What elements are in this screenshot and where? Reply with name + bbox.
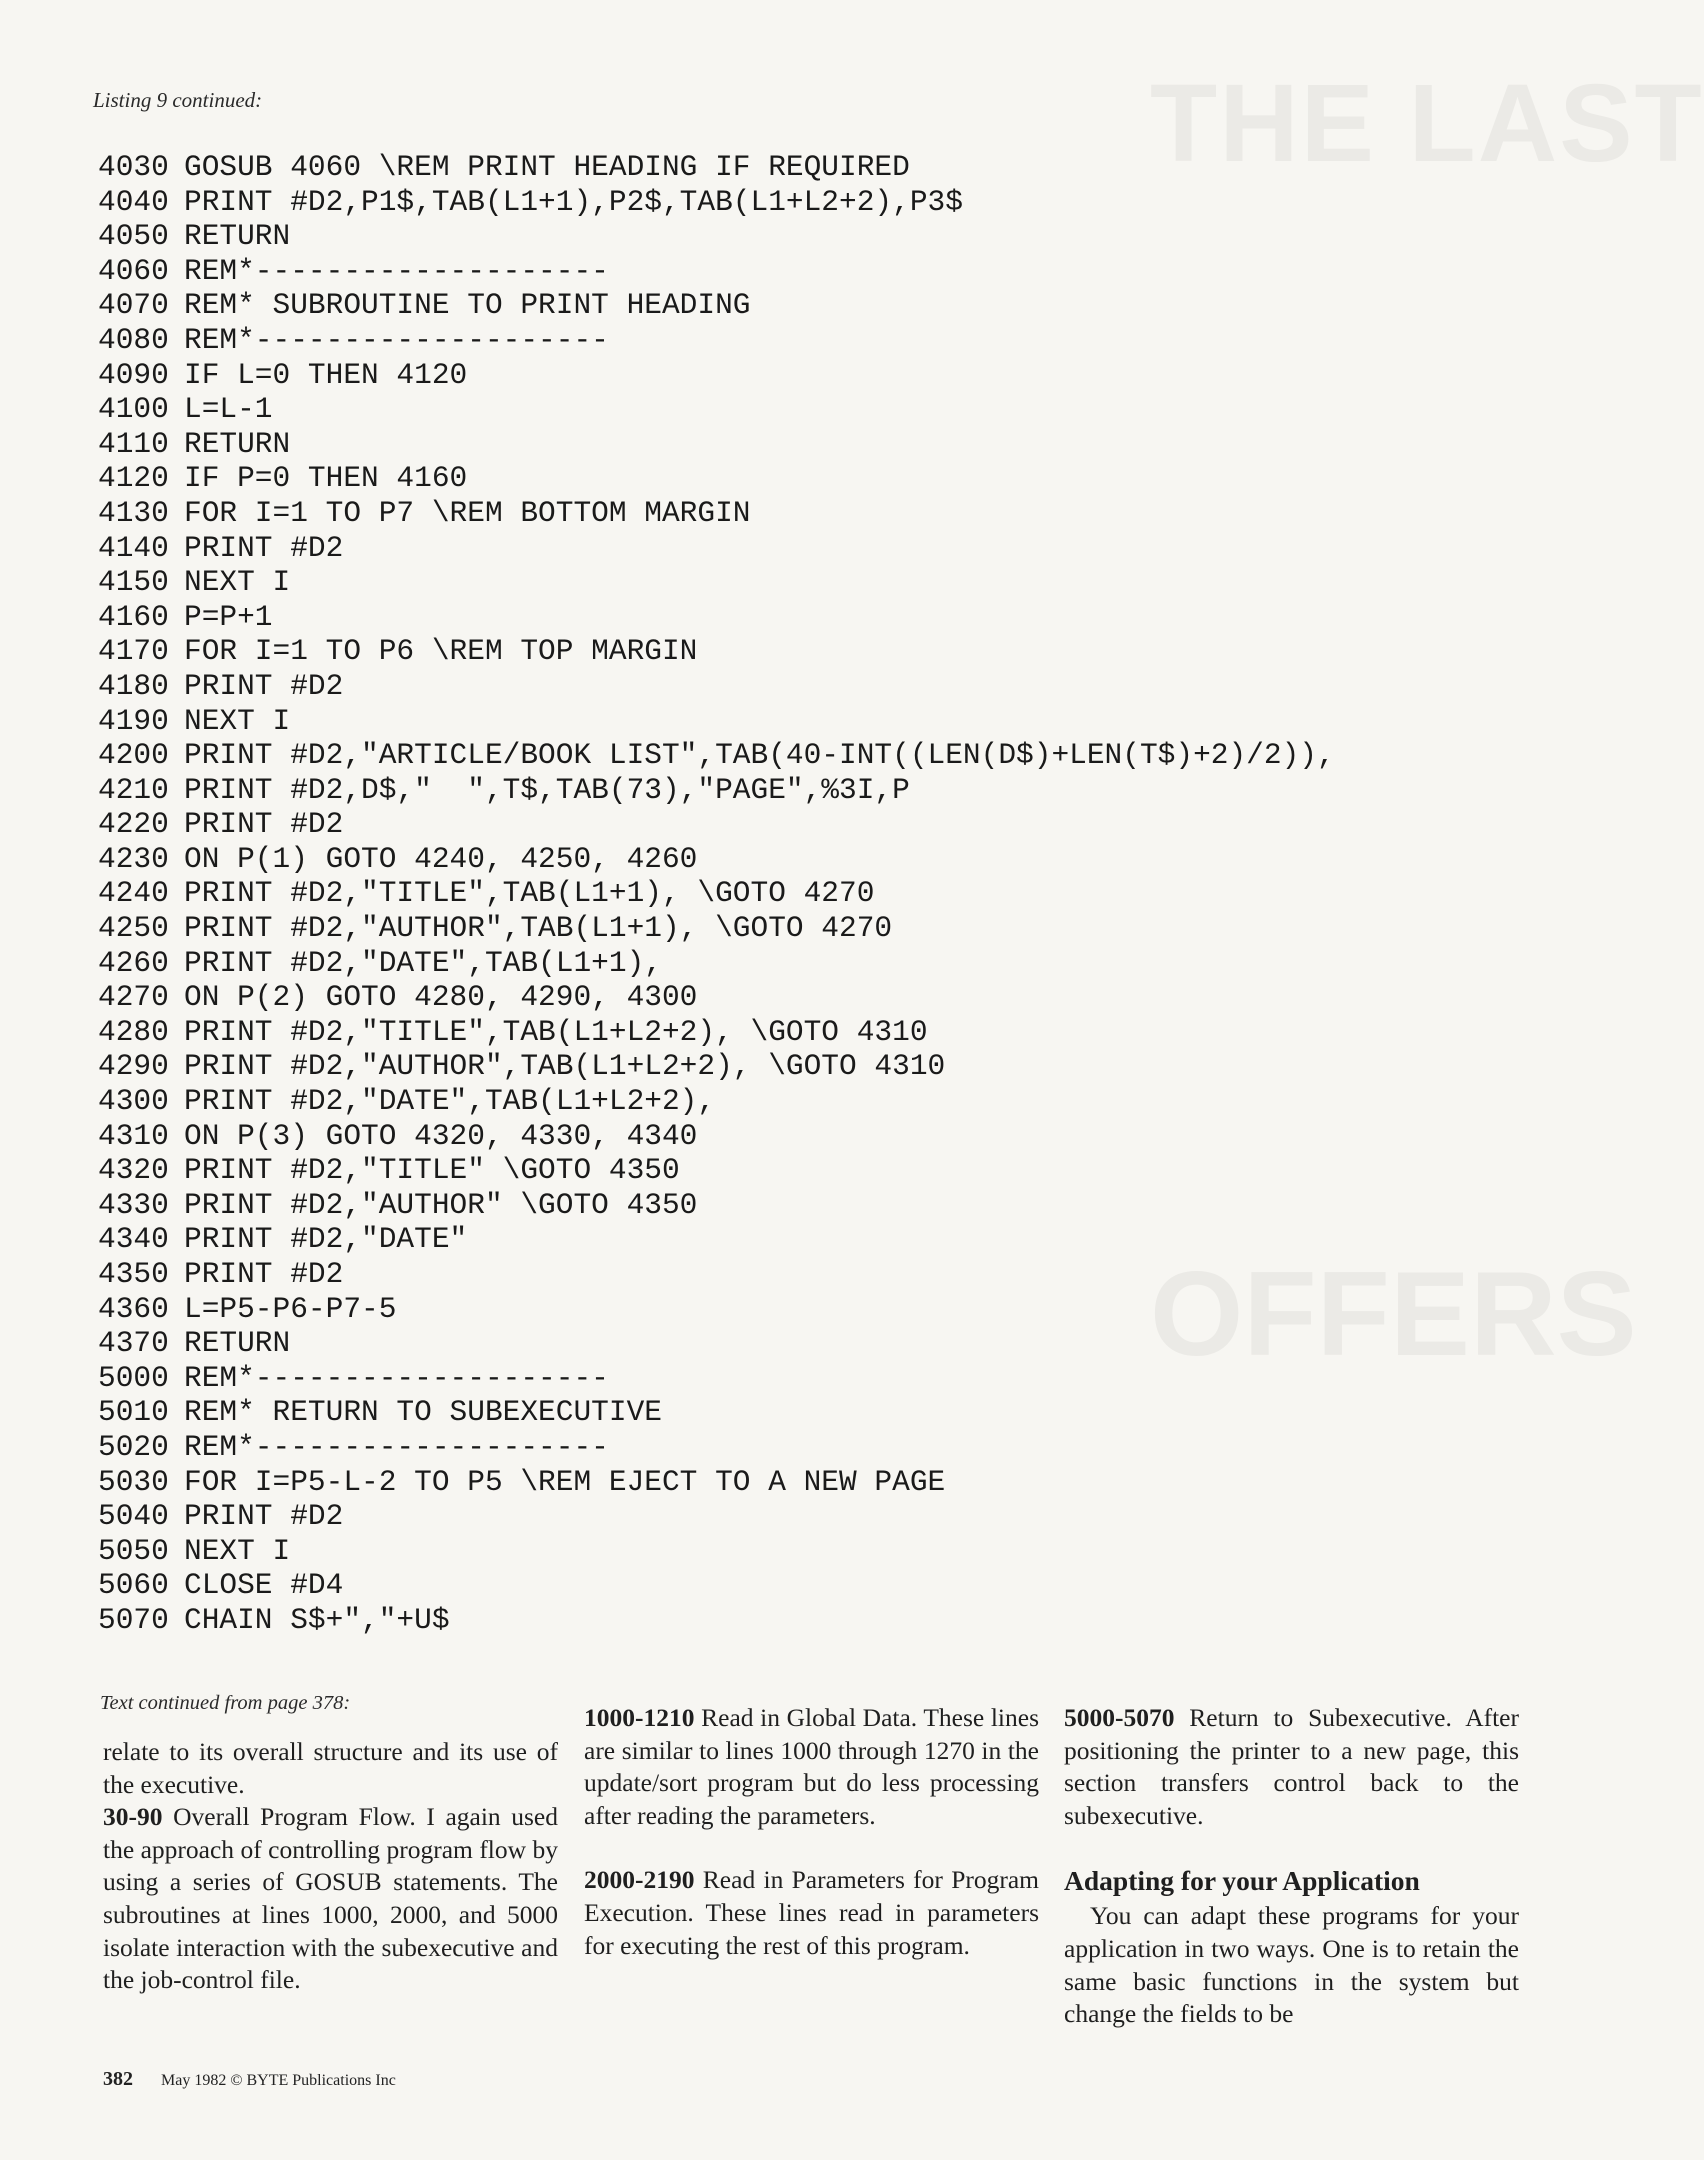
- code-line: [98, 1603, 1458, 1638]
- code-line: [98, 461, 1458, 496]
- line-number: 4160: [98, 599, 169, 634]
- publication-credit: May 1982 © BYTE Publications Inc: [161, 2072, 396, 2089]
- code-line: [98, 634, 1458, 669]
- code-line: [98, 185, 1458, 220]
- code-line: [98, 565, 1458, 600]
- paragraph: relate to its overall structure and its use of the executive.: [103, 1737, 558, 1799]
- line-number: 4130: [98, 495, 169, 530]
- code-line: [98, 980, 1458, 1015]
- code-line: [98, 1465, 1458, 1500]
- code-line: [98, 1015, 1458, 1050]
- code-statement: RETURN: [184, 1326, 291, 1361]
- code-line: [98, 427, 1458, 462]
- code-statement: PRINT #D2,"TITLE",TAB(L1+1), \GOTO 4270: [184, 876, 875, 911]
- code-line: [98, 392, 1458, 427]
- line-number: 4210: [98, 772, 169, 807]
- line-number: 4030: [98, 150, 169, 184]
- line-number: 4070: [98, 288, 169, 323]
- code-statement: REM*--------------------: [184, 253, 609, 288]
- line-number: 5060: [98, 1568, 169, 1603]
- line-number: 4150: [98, 565, 169, 600]
- code-statement: REM*--------------------: [184, 322, 609, 357]
- code-line: [98, 219, 1458, 254]
- line-number: 4350: [98, 1257, 169, 1291]
- code-statement: IF P=0 THEN 4160: [184, 461, 468, 496]
- line-number: 4190: [98, 703, 169, 738]
- code-statement: RETURN: [184, 426, 291, 461]
- code-line: [98, 1292, 1458, 1327]
- line-number: 4260: [98, 945, 169, 980]
- page-footer: [103, 2068, 396, 2091]
- code-statement: REM* RETURN TO SUBEXECUTIVE: [184, 1395, 662, 1430]
- line-number: 5040: [98, 1499, 169, 1534]
- line-number: 4290: [98, 1049, 169, 1084]
- line-number: 4330: [98, 1187, 169, 1222]
- line-number: 5070: [98, 1602, 169, 1637]
- code-line: [98, 531, 1458, 566]
- code-line: [98, 1188, 1458, 1223]
- line-number: 4060: [98, 253, 169, 288]
- code-statement: PRINT #D2,"AUTHOR" \GOTO 4350: [184, 1187, 698, 1222]
- paragraph: [103, 1801, 558, 1997]
- code-line: [98, 1153, 1458, 1188]
- code-line: [98, 254, 1458, 289]
- code-statement: NEXT I: [184, 703, 291, 738]
- bleed-through-text-middle: OFFERS: [1150, 1247, 1637, 1381]
- listing-caption: Listing 9 continued:: [93, 88, 263, 112]
- paragraph-text: Overall Program Flow. I again used the approach of controlling program flow by using a series of GOSUB statements. The subroutines at lines 1000, 2000, and 5000 isolate interaction with the subexecutive and the job-control file.: [103, 1802, 559, 1995]
- code-line: [98, 600, 1458, 635]
- line-number: 4230: [98, 841, 169, 876]
- code-statement: NEXT I: [184, 1533, 291, 1568]
- code-listing: [98, 150, 1458, 1638]
- code-statement: RETURN: [184, 219, 291, 254]
- code-line: [98, 496, 1458, 531]
- code-statement: PRINT #D2: [184, 807, 344, 842]
- code-line: [98, 1395, 1458, 1430]
- code-statement: NEXT I: [184, 565, 291, 600]
- code-statement: PRINT #D2,P1$,TAB(L1+1),P2$,TAB(L1+L2+2),P3$: [184, 184, 963, 219]
- code-line: [98, 1326, 1458, 1361]
- code-statement: L=P5-P6-P7-5: [184, 1291, 397, 1326]
- line-number: 5010: [98, 1395, 169, 1430]
- code-statement: PRINT #D2: [184, 668, 344, 703]
- line-number: 4310: [98, 1118, 169, 1153]
- code-line: [98, 358, 1458, 393]
- code-line: [98, 288, 1458, 323]
- code-line: [98, 876, 1458, 911]
- paragraph-text: Return to Subexecutive. After positioning the printer to a new page, this section transfers control back to the subexecutive.: [1064, 1703, 1519, 1830]
- line-number: 4170: [98, 634, 169, 669]
- paragraph-text: Read in Global Data. These lines are similar to lines 1000 through 1270 in the update/sort program but do less processing after reading the parameters.: [584, 1703, 1040, 1830]
- line-number: 4040: [98, 184, 169, 219]
- line-number: 4370: [98, 1326, 169, 1361]
- line-number: 4100: [98, 392, 169, 427]
- code-line: [98, 738, 1458, 773]
- code-statement: PRINT #D2,"AUTHOR",TAB(L1+1), \GOTO 4270: [184, 911, 893, 946]
- line-number: 4240: [98, 876, 169, 911]
- code-line: [98, 669, 1458, 704]
- code-line: [98, 1534, 1458, 1569]
- code-statement: PRINT #D2,D$," ",T$,TAB(73),"PAGE",%3I,P: [184, 772, 910, 807]
- text-column-3: [1064, 1702, 1519, 2031]
- code-line: [98, 1222, 1458, 1257]
- code-statement: P=P+1: [184, 599, 273, 634]
- code-line: [98, 807, 1458, 842]
- line-number: 4250: [98, 911, 169, 946]
- code-statement: PRINT #D2: [184, 1499, 344, 1534]
- text-continued-caption: Text continued from page 378:: [100, 1692, 351, 1714]
- line-number: 5000: [98, 1360, 169, 1395]
- code-statement: PRINT #D2,"ARTICLE/BOOK LIST",TAB(40-INT((LEN(D$)+LEN(T$)+2)/2)),: [184, 738, 1335, 773]
- code-statement: CLOSE #D4: [184, 1568, 344, 1603]
- line-number: 4180: [98, 668, 169, 703]
- line-range-label: 30-90: [103, 1802, 163, 1832]
- text-column-1: [103, 1736, 558, 1997]
- code-statement: ON P(2) GOTO 4280, 4290, 4300: [184, 980, 698, 1015]
- code-line: [98, 1430, 1458, 1465]
- code-line: [98, 1499, 1458, 1534]
- code-line: [98, 911, 1458, 946]
- code-statement: ON P(1) GOTO 4240, 4250, 4260: [184, 841, 698, 876]
- code-statement: FOR I=1 TO P6 \REM TOP MARGIN: [184, 634, 698, 669]
- code-statement: PRINT #D2,"DATE",TAB(L1+L2+2),: [184, 1084, 716, 1119]
- code-line: [98, 1119, 1458, 1154]
- line-number: 4220: [98, 807, 169, 842]
- code-statement: L=L-1: [184, 392, 273, 427]
- code-statement: FOR I=P5-L-2 TO P5 \REM EJECT TO A NEW PAGE: [184, 1464, 946, 1499]
- line-number: 4340: [98, 1222, 169, 1257]
- text-column-2: [584, 1702, 1039, 1962]
- line-number: 4270: [98, 980, 169, 1015]
- line-number: 4080: [98, 322, 169, 357]
- paragraph: [584, 1864, 1039, 1962]
- code-statement: PRINT #D2: [184, 530, 344, 565]
- bleed-through-text-top: THE LAST: [1150, 62, 1704, 185]
- paragraph-text: Read in Parameters for Program Execution. These lines read in parameters for executing the rest of this program.: [584, 1865, 1040, 1960]
- code-statement: PRINT #D2,"DATE",TAB(L1+1),: [184, 945, 662, 980]
- paragraph: [1064, 1702, 1519, 1832]
- line-number: 4300: [98, 1084, 169, 1119]
- line-number: 5020: [98, 1429, 169, 1464]
- code-line: [98, 1361, 1458, 1396]
- code-statement: CHAIN S$+","+U$: [184, 1602, 450, 1637]
- code-statement: REM* SUBROUTINE TO PRINT HEADING: [184, 288, 751, 323]
- code-statement: PRINT #D2,"DATE": [184, 1222, 468, 1257]
- line-number: 4360: [98, 1291, 169, 1326]
- line-number: 4090: [98, 357, 169, 392]
- section-heading: Adapting for your Application: [1064, 1865, 1420, 1897]
- code-line: [98, 704, 1458, 739]
- code-statement: IF L=0 THEN 4120: [184, 357, 468, 392]
- code-line: [98, 323, 1458, 358]
- code-line: [98, 1049, 1458, 1084]
- line-number: 4050: [98, 219, 169, 254]
- code-statement: REM*--------------------: [184, 1429, 609, 1464]
- code-line: [98, 1084, 1458, 1119]
- line-number: 4140: [98, 530, 169, 565]
- code-statement: GOSUB 4060 \REM PRINT HEADING IF REQUIRED: [184, 150, 910, 184]
- code-statement: FOR I=1 TO P7 \REM BOTTOM MARGIN: [184, 495, 751, 530]
- code-statement: ON P(3) GOTO 4320, 4330, 4340: [184, 1118, 698, 1153]
- line-number: 4280: [98, 1014, 169, 1049]
- code-line: [98, 1257, 1458, 1292]
- code-line: [98, 150, 1458, 185]
- code-line: [98, 946, 1458, 981]
- line-number: 4320: [98, 1153, 169, 1188]
- code-statement: PRINT #D2,"TITLE",TAB(L1+L2+2), \GOTO 4310: [184, 1014, 928, 1049]
- code-statement: PRINT #D2,"AUTHOR",TAB(L1+L2+2), \GOTO 4310: [184, 1049, 946, 1084]
- code-line: [98, 842, 1458, 877]
- line-number: 4110: [98, 426, 169, 461]
- code-line: [98, 1568, 1458, 1603]
- code-statement: REM*--------------------: [184, 1360, 609, 1395]
- paragraph: [584, 1702, 1039, 1832]
- code-statement: PRINT #D2,"TITLE" \GOTO 4350: [184, 1153, 680, 1188]
- line-range-label: 5000-5070: [1064, 1703, 1175, 1732]
- page-number: 382: [103, 2068, 133, 2090]
- line-number: 5050: [98, 1533, 169, 1568]
- paragraph: You can adapt these programs for your application in two ways. One is to retain the same basic functions in the system but change the fields to be: [1064, 1901, 1519, 2029]
- line-number: 4200: [98, 738, 169, 773]
- code-line: [98, 773, 1458, 808]
- code-statement: PRINT #D2: [184, 1257, 344, 1291]
- line-number: 5030: [98, 1464, 169, 1499]
- line-range-label: 1000-1210: [584, 1703, 695, 1732]
- line-range-label: 2000-2190: [584, 1865, 695, 1895]
- line-number: 4120: [98, 461, 169, 496]
